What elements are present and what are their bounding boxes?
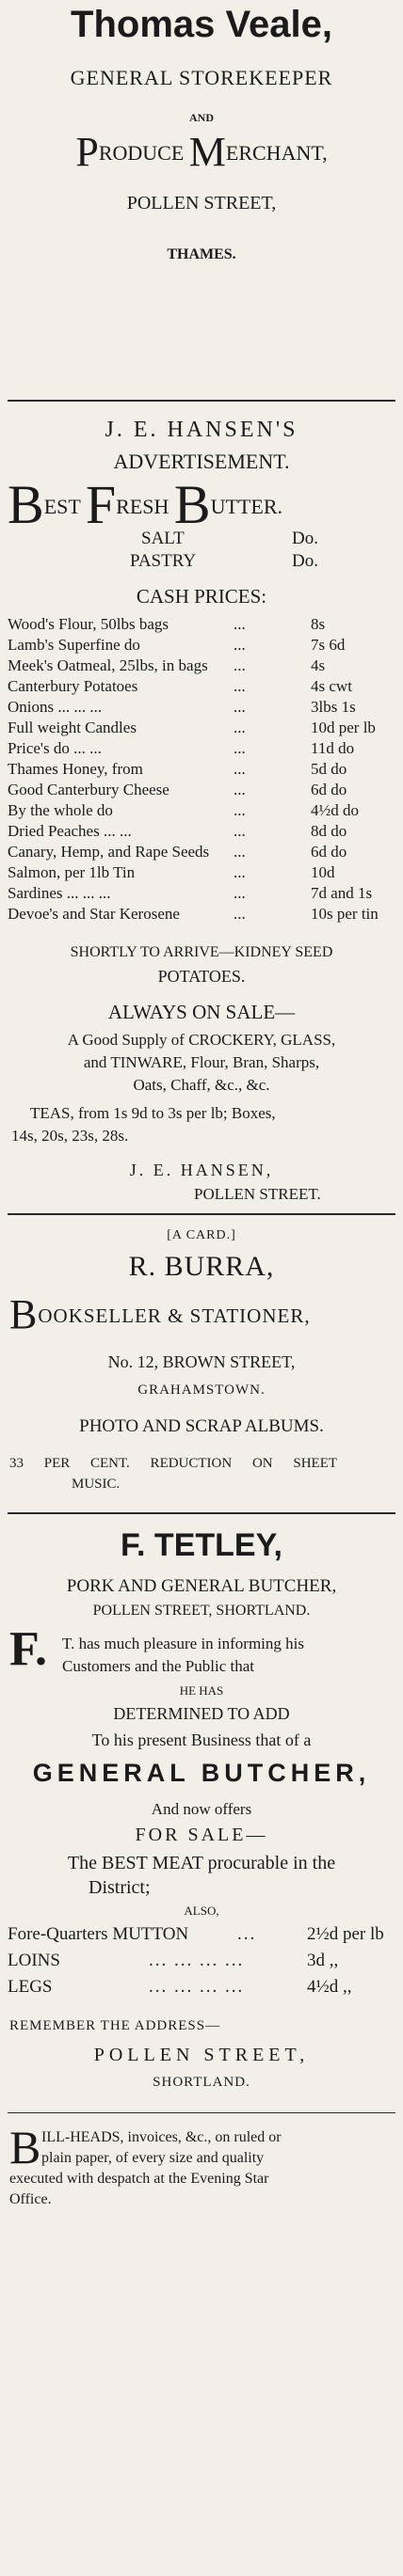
hansen-headline: BEST FRESH BUTTER. (8, 474, 282, 535)
hansen-signature-street: POLLEN STREET. (194, 1185, 321, 1203)
price-row: Dried Peaches ... ... ... 8d do (8, 822, 347, 840)
burra-trade: BOOKSELLER & STATIONER, (9, 1291, 311, 1337)
arrive-line-2: POTATOES. (157, 967, 246, 986)
meat-row: LOINS ... ... ... ... 3d ,, (8, 1951, 339, 1970)
tetley-he-has: HE HAS (179, 1683, 224, 1698)
burra-albums: PHOTO AND SCRAP ALBUMS. (79, 1416, 324, 1436)
tetley-town: SHORTLAND. (153, 2075, 250, 2090)
price-row: Meek's Oatmeal, 25lbs, in bags ... 4s (8, 656, 326, 674)
hansen-title: J. E. HANSEN'S (105, 418, 298, 442)
tetley-for-sale: FOR SALE— (135, 1825, 268, 1845)
tetley-initial: F. (9, 1622, 47, 1676)
price-row: Lamb's Superfine do ... 7s 6d (8, 636, 346, 654)
burra-town: GRAHAMSTOWN. (137, 1383, 266, 1398)
billheads-initial: B (9, 2121, 41, 2173)
butter-pastry-label: PASTRY (130, 551, 197, 571)
price-row: Canary, Hemp, and Rape Seeds ... 6d do (8, 843, 347, 861)
tetley-also: ALSO, (184, 1904, 219, 1918)
price-row: Salmon, per 1lb Tin ... 10d (8, 863, 335, 881)
divider-rule (8, 1512, 395, 1514)
supply-line-3: Oats, Chaff, &c., &c. (133, 1076, 270, 1094)
cash-prices-heading: CASH PRICES: (136, 585, 267, 608)
price-row: Good Canterbury Cheese ... 6d do (8, 781, 347, 798)
supply-line-2: and TINWARE, Flour, Bran, Sharps, (83, 1053, 320, 1071)
price-row: Sardines ... ... ... ... 7d and 1s (8, 884, 373, 902)
tetley-best-meat-line-2: District; (89, 1877, 151, 1898)
burra-address: No. 12, BROWN STREET, (107, 1352, 296, 1371)
billheads-line-4: Office. (9, 2191, 52, 2207)
always-on-sale: ALWAYS ON SALE— (107, 1001, 296, 1023)
tetley-intro-line-1: T. has much pleasure in informing his (62, 1635, 304, 1652)
veale-name: Thomas Veale, (71, 4, 332, 45)
veale-town: THAMES. (167, 246, 236, 262)
veale-advert (0, 0, 403, 395)
butter-pastry-value: Do. (292, 551, 318, 571)
tetley-determined: DETERMINED TO ADD (113, 1704, 290, 1723)
price-row: By the whole do ... 4½d do (8, 801, 359, 819)
price-row: Devoe's and Star Kerosene ... 10s per tin (8, 905, 379, 923)
veale-street: POLLEN STREET, (126, 193, 277, 213)
burra-advert (0, 1219, 403, 1501)
burra-reduction-line-2: MUSIC. (72, 1477, 121, 1492)
veale-trade: GENERAL STOREKEEPER (70, 66, 333, 89)
billheads-line-3: executed with despatch at the Evening Star (9, 2171, 269, 2187)
divider-rule (8, 1213, 395, 1215)
tetley-best-meat-line-1: The BEST MEAT procurable in the (67, 1853, 336, 1873)
price-row: Onions ... ... ... ... 3lbs 1s (8, 698, 356, 716)
meat-row: LEGS ... ... ... ... 4½d ,, (8, 1977, 352, 1997)
burra-name: R. BURRA, (128, 1251, 275, 1282)
hansen-subtitle: ADVERTISEMENT. (113, 450, 290, 473)
teas-line-1: TEAS, from 1s 9d to 3s per lb; Boxes, (30, 1104, 276, 1122)
tetley-address: POLLEN STREET, SHORTLAND. (92, 1603, 311, 1619)
price-row: Wood's Flour, 50lbs bags ... 8s (8, 615, 326, 633)
tetley-general-butcher: GENERAL BUTCHER, (32, 1759, 371, 1787)
hansen-advert (0, 404, 403, 1307)
divider-rule (8, 400, 395, 402)
arrive-line-1: SHORTLY TO ARRIVE—KIDNEY SEED (70, 944, 333, 960)
hansen-signature: J. E. HANSEN, (129, 1161, 274, 1179)
tetley-remember: REMEMBER THE ADDRESS— (9, 2018, 221, 2033)
billheads-advert (0, 2118, 403, 2250)
tetley-advert (0, 1518, 403, 2458)
butter-salt-label: SALT (141, 529, 185, 548)
teas-line-2: 14s, 20s, 23s, 28s. (11, 1127, 129, 1145)
supply-line-1: A Good Supply of CROCKERY, GLASS, (67, 1031, 336, 1049)
price-row: Full weight Candles ... 10d per lb (8, 719, 376, 736)
billheads-line-1: ILL-HEADS, invoices, &c., on ruled or (41, 2129, 282, 2145)
tetley-name: F. TETLEY, (121, 1527, 282, 1563)
price-row: Price's do ... ... ... 11d do (8, 739, 355, 757)
tetley-present: To his present Business that of a (91, 1731, 312, 1749)
billheads-line-2: plain paper, of every size and quality (41, 2150, 265, 2166)
burra-reduction-line-1: 33 PER CENT. REDUCTION ON SHEET (9, 1456, 338, 1471)
tetley-trade: PORK AND GENERAL BUTCHER, (66, 1576, 337, 1596)
tetley-street: POLLEN STREET, (93, 2045, 310, 2065)
tetley-intro-line-2: Customers and the Public that (62, 1657, 254, 1675)
tetley-now-offers: And now offers (151, 1800, 252, 1818)
burra-card-label: [A CARD.] (167, 1228, 236, 1242)
veale-and: AND (189, 111, 214, 124)
divider-rule (8, 2112, 395, 2113)
price-row: Canterbury Potatoes ... 4s cwt (8, 677, 352, 695)
meat-row: Fore-Quarters MUTTON ... 2½d per lb (8, 1924, 384, 1944)
price-row: Thames Honey, from ... 5d do (8, 760, 347, 778)
veale-produce-merchant: PRODUCE MERCHANT, (75, 129, 328, 175)
butter-salt-value: Do. (292, 529, 318, 548)
